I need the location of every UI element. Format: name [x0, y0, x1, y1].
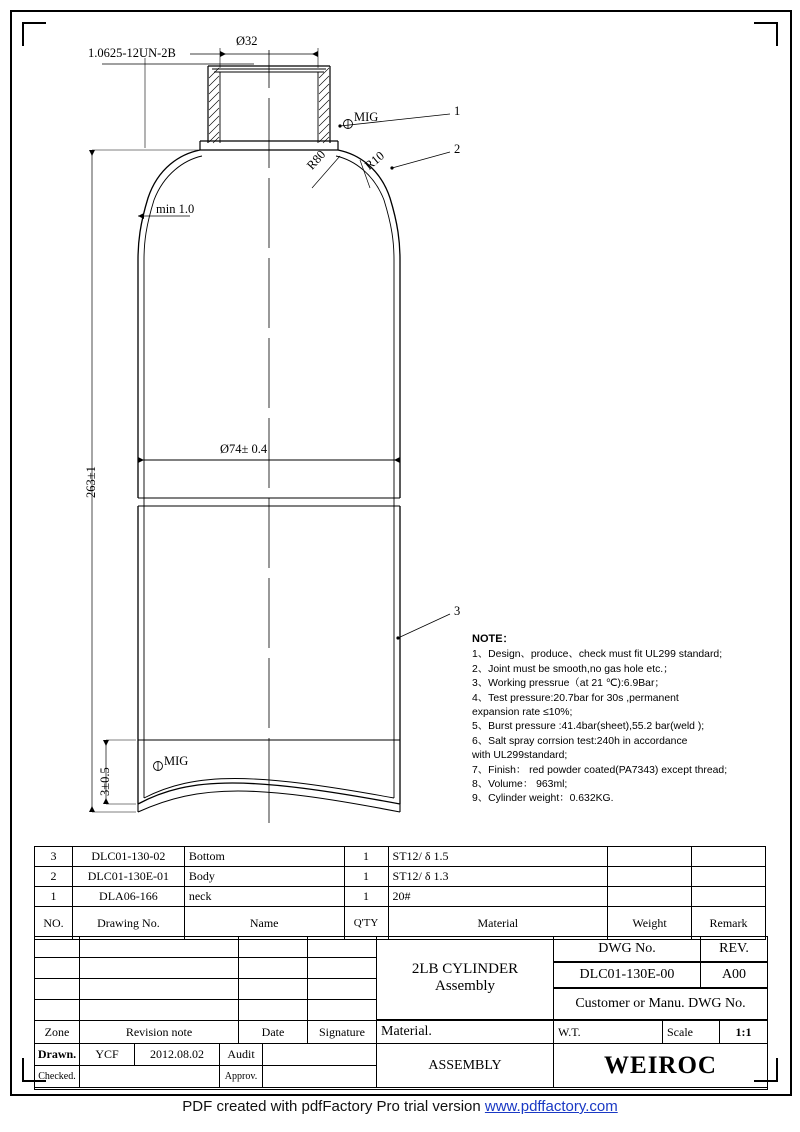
bom-row3-remark: [692, 847, 766, 867]
title-block: [34, 936, 768, 1090]
bill-of-materials: [34, 846, 766, 940]
rev-grid-r3c4: [307, 978, 377, 1000]
weld-mig-bottom-label: MIG: [164, 754, 189, 768]
bom-row2-qty: 1: [344, 867, 388, 887]
table-header-row: [35, 907, 766, 940]
note-line-2: 2、Joint must be smooth,no gas hole etc.；: [472, 663, 674, 675]
note-block: [472, 632, 772, 807]
rev-value: A00: [700, 962, 768, 988]
bom-row3-no: 3: [35, 847, 73, 867]
zone-header: Zone: [34, 1020, 80, 1044]
approv-label: Approv.: [219, 1065, 263, 1088]
rev-grid-r1c3: [238, 936, 308, 958]
note-title: NOTE：: [472, 633, 514, 645]
dim-thread-label: 1.0625-12UN-2B: [88, 46, 176, 60]
rev-grid-r4c2: [79, 999, 239, 1021]
customer-dwg-no-label: Customer or Manu. DWG No.: [553, 988, 768, 1020]
audit-label: Audit: [219, 1043, 263, 1066]
bom-row1-material: 20#: [388, 887, 608, 907]
note-line-9: 7、Finish： red powder coated(PA7343) except thread;: [472, 764, 728, 776]
dim-height-label: 263±1: [84, 466, 98, 498]
rev-grid-r2c2: [79, 957, 239, 979]
rev-grid-r1c1: [34, 936, 80, 958]
checked-label: Checked.: [34, 1065, 80, 1088]
bom-row1-name: neck: [184, 887, 344, 907]
bom-header-qty: Q'TY: [344, 907, 388, 940]
bom-row1-no: 1: [35, 887, 73, 907]
bom-row3-material: ST12/ δ 1.5: [388, 847, 608, 867]
bom-row3-weight: [608, 847, 692, 867]
rev-grid-r2c4: [307, 957, 377, 979]
note-line-4: 4、Test pressure:20.7bar for 30s ,permanent: [472, 692, 679, 704]
date-header: Date: [238, 1020, 308, 1044]
bom-row3-drawing-no: DLC01-130-02: [72, 847, 184, 867]
table-row: [35, 867, 766, 887]
bom-header-material: Material: [388, 907, 608, 940]
bom-row3-name: Bottom: [184, 847, 344, 867]
part-title-line2: Assembly: [435, 978, 495, 994]
bom-row2-drawing-no: DLC01-130E-01: [72, 867, 184, 887]
revision-note-header: Revision note: [79, 1020, 239, 1044]
rev-grid-r4c1: [34, 999, 80, 1021]
rev-grid-r1c2: [79, 936, 239, 958]
drawn-label: Drawn.: [34, 1043, 80, 1066]
radius-r10-label: R10: [362, 148, 387, 173]
note-line-7: 6、Salt spray corrsion test:240h in accordance: [472, 735, 688, 747]
drawn-value: YCF: [79, 1043, 135, 1066]
note-line-3: 3、Working pressrue（at 21 ℃):6.9Bar；: [472, 678, 665, 690]
audit-value: [262, 1043, 377, 1066]
rev-grid-r4c3: [238, 999, 308, 1021]
bom-row2-material: ST12/ δ 1.3: [388, 867, 608, 887]
bom-row1-drawing-no: DLA06-166: [72, 887, 184, 907]
rev-grid-r2c1: [34, 957, 80, 979]
bom-header-remark: Remark: [692, 907, 766, 940]
dwg-no-value: DLC01-130E-00: [553, 962, 701, 988]
rev-grid-r3c2: [79, 978, 239, 1000]
material-value: ASSEMBLY: [376, 1043, 554, 1088]
bom-row1-qty: 1: [344, 887, 388, 907]
bom-header-name: Name: [184, 907, 344, 940]
balloon-1: 1: [454, 104, 461, 118]
table-row: [35, 887, 766, 907]
pdffactory-link[interactable]: www.pdffactory.com: [484, 1098, 618, 1115]
bom-header-no: NO.: [35, 907, 73, 940]
bom-row2-weight: [608, 867, 692, 887]
bom-row1-remark: [692, 887, 766, 907]
bom-row3-qty: 1: [344, 847, 388, 867]
approv-value: [262, 1065, 377, 1088]
part-title: [376, 936, 554, 1020]
weld-mig-top-label: MIG: [354, 110, 379, 124]
rev-grid-r2c3: [238, 957, 308, 979]
dim-neck-dia-label: Ø32: [236, 34, 258, 48]
radius-r80-label: R80: [304, 147, 329, 173]
wt-label: W.T.: [553, 1020, 663, 1044]
bom-row2-no: 2: [35, 867, 73, 887]
rev-grid-r4c4: [307, 999, 377, 1021]
pdf-footer-text: PDF created with pdfFactory Pro trial version: [182, 1098, 485, 1115]
company-name: WEIROC: [604, 1051, 717, 1079]
bom-row2-name: Body: [184, 867, 344, 887]
rev-grid-r3c1: [34, 978, 80, 1000]
note-line-10: 8、Volume： 963ml;: [472, 779, 568, 791]
bom-header-drawing-no: Drawing No.: [72, 907, 184, 940]
note-line-1: 1、Design、produce、check must fit UL299 standard;: [472, 649, 723, 661]
pdf-footer: [0, 1098, 800, 1115]
note-line-5: expansion rate ≤10%;: [472, 707, 573, 719]
part-title-line1: 2LB CYLINDER: [411, 961, 519, 977]
checked-value: [79, 1065, 220, 1088]
scale-value: 1:1: [719, 1020, 768, 1044]
rev-label: REV.: [700, 936, 768, 962]
note-line-11: 9、Cylinder weight：0.632KG.: [472, 793, 614, 805]
drawn-date: 2012.08.02: [134, 1043, 220, 1066]
company-logo: [553, 1043, 768, 1088]
material-label: Material.: [376, 1020, 554, 1044]
dwg-no-label: DWG No.: [553, 936, 701, 962]
table-row: [35, 847, 766, 867]
dim-body-dia-label: Ø74± 0.4: [220, 442, 268, 456]
rev-grid-r1c4: [307, 936, 377, 958]
rev-grid-r3c3: [238, 978, 308, 1000]
bom-header-weight: Weight: [608, 907, 692, 940]
dim-bottom-height-label: 3±0.5: [98, 767, 112, 796]
signature-header: Signature: [307, 1020, 377, 1044]
bom-row2-remark: [692, 867, 766, 887]
min-wall-label: min 1.0: [156, 202, 195, 216]
scale-label: Scale: [662, 1020, 720, 1044]
note-line-8: with UL299standard;: [472, 750, 568, 762]
balloon-2: 2: [454, 142, 461, 156]
bom-row1-weight: [608, 887, 692, 907]
note-line-6: 5、Burst pressure :41.4bar(sheet),55.2 bar(weld );: [472, 721, 705, 733]
balloon-3: 3: [454, 604, 461, 618]
